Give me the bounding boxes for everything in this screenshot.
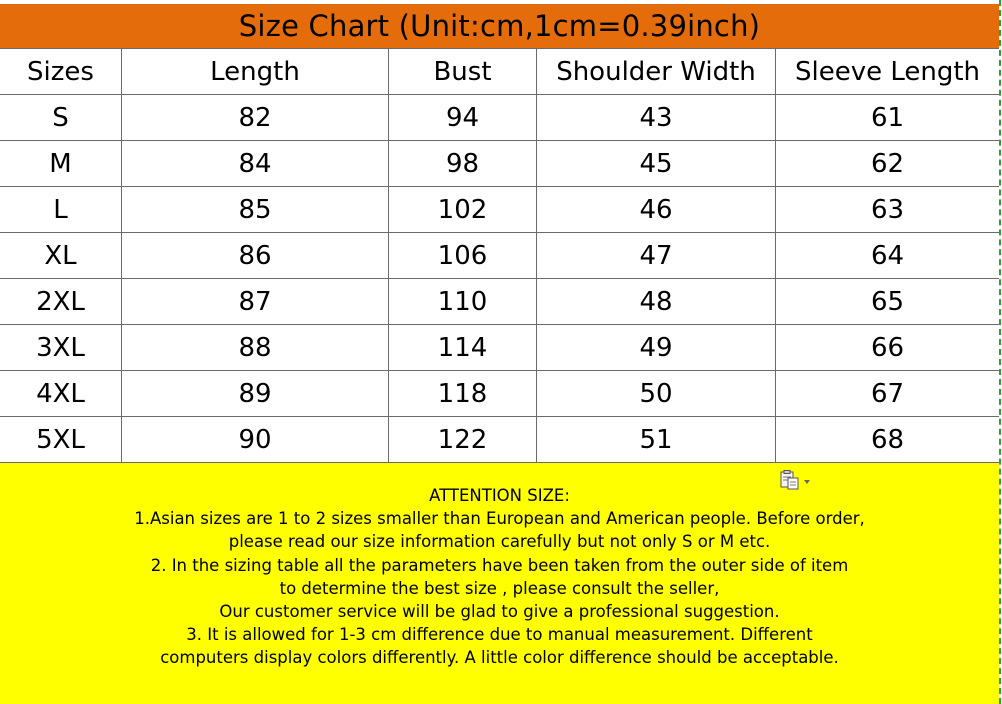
header-shoulder-width: Shoulder Width xyxy=(537,49,776,95)
cell-shoulder-width: 43 xyxy=(537,95,776,141)
cell-shoulder-width: 51 xyxy=(537,417,776,463)
note-heading: ATTENTION SIZE: xyxy=(429,486,570,505)
cell-size: L xyxy=(0,187,122,233)
note-line: please read our size information carefully but not only S or M etc. xyxy=(228,532,771,552)
cell-length: 84 xyxy=(122,141,389,187)
header-bust: Bust xyxy=(389,49,537,95)
cell-bust: 98 xyxy=(389,141,537,187)
cell-bust: 102 xyxy=(389,187,537,233)
cell-sleeve-length: 67 xyxy=(776,371,999,417)
cell-bust: 106 xyxy=(389,233,537,279)
paste-options-icon[interactable] xyxy=(780,470,814,492)
header-sleeve-length: Sleeve Length xyxy=(776,49,999,95)
cell-bust: 114 xyxy=(389,325,537,371)
cell-shoulder-width: 48 xyxy=(537,279,776,325)
cell-shoulder-width: 46 xyxy=(537,187,776,233)
cell-length: 86 xyxy=(122,233,389,279)
cell-size: 4XL xyxy=(0,371,122,417)
cell-size: XL xyxy=(0,233,122,279)
attention-note xyxy=(0,463,999,704)
cell-bust: 94 xyxy=(389,95,537,141)
cell-sleeve-length: 62 xyxy=(776,141,999,187)
cell-shoulder-width: 50 xyxy=(537,371,776,417)
cell-sleeve-length: 65 xyxy=(776,279,999,325)
cell-sleeve-length: 66 xyxy=(776,325,999,371)
size-chart-title: Size Chart (Unit:cm,1cm=0.39inch) xyxy=(0,4,999,49)
header-length: Length xyxy=(122,49,389,95)
cell-shoulder-width: 49 xyxy=(537,325,776,371)
note-line: 3. It is allowed for 1-3 cm difference due to manual measurement. Different xyxy=(186,625,813,645)
cell-size: 2XL xyxy=(0,279,122,325)
cell-size: 5XL xyxy=(0,417,122,463)
cell-sleeve-length: 68 xyxy=(776,417,999,463)
cell-size: S xyxy=(0,95,122,141)
cell-bust: 122 xyxy=(389,417,537,463)
paste-options-glyph xyxy=(780,470,814,492)
cell-sleeve-length: 63 xyxy=(776,187,999,233)
cell-length: 85 xyxy=(122,187,389,233)
dashed-border xyxy=(999,0,1001,704)
note-line: computers display colors differently. A little color difference should be acceptable. xyxy=(160,648,839,668)
cell-length: 90 xyxy=(122,417,389,463)
note-line: Our customer service will be glad to give a professional suggestion. xyxy=(219,602,780,622)
cell-shoulder-width: 47 xyxy=(537,233,776,279)
note-line: to determine the best size , please consult the seller, xyxy=(279,578,720,598)
note-line: 1.Asian sizes are 1 to 2 sizes smaller than European and American people. Before order, xyxy=(134,509,865,529)
size-table xyxy=(0,49,999,463)
cell-sleeve-length: 64 xyxy=(776,233,999,279)
cell-size: M xyxy=(0,141,122,187)
cell-bust: 118 xyxy=(389,371,537,417)
header-sizes: Sizes xyxy=(0,49,122,95)
cell-length: 89 xyxy=(122,371,389,417)
cell-size: 3XL xyxy=(0,325,122,371)
cell-shoulder-width: 45 xyxy=(537,141,776,187)
cell-length: 88 xyxy=(122,325,389,371)
cell-sleeve-length: 61 xyxy=(776,95,999,141)
note-line: 2. In the sizing table all the parameters have been taken from the outer side of item xyxy=(150,555,849,575)
cell-length: 87 xyxy=(122,279,389,325)
cell-length: 82 xyxy=(122,95,389,141)
cell-bust: 110 xyxy=(389,279,537,325)
